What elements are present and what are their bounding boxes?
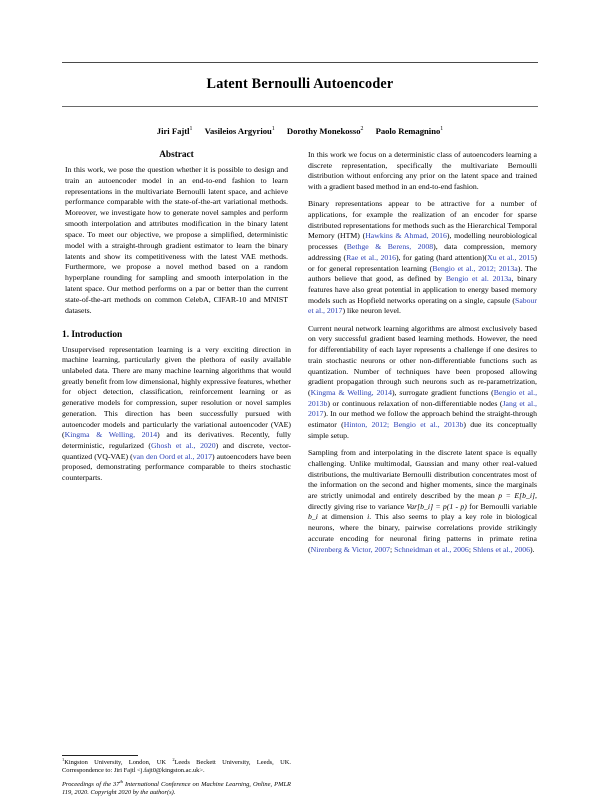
citation-link[interactable]: Kingma & Welling, 2014 [310,388,392,398]
citation-link[interactable]: Rae et al., 2016 [346,252,396,262]
citation-link[interactable]: Ghosh et al., 2020 [151,440,216,450]
right-column [308,150,537,798]
right-paragraph-1: In this work we focus on a deterministic class of autoencoders learning a discrete representation, specifically the multivariate Bernoulli distribution without enforcing any prior on the latent space and trained with a gradient based method in an end-to-end fashion. [308,149,537,192]
author-name: Dorothy Monekosso [286,125,361,136]
para2-text-g: , binary features have also great potential in application to energy based memory models such as Hopfield networks operating on a single, capsule ( [308,274,538,305]
intro-text-c: ) and discrete, vector-quantized (VQ-VAE) ( [62,440,291,461]
para4-text-d: at dimension [317,512,368,522]
citation-link[interactable]: Bengio et al., 2012; 2013a [432,263,518,273]
math-expression: b_i [308,512,318,522]
para3-text-b: ), surrogate gradient functions ( [391,388,494,398]
para4-text-e: . This also seems to play a key role in biological neurons, where the binary, pairwise correlations provide strikingly accurate encoding for neuronal firing patterns in primate retina ( [308,512,537,554]
right-paragraph-2 [308,199,537,317]
para2-text-a: Binary representations appear to be attractive for a number of applications, for example the realization of an encoder for sparse distributed representations for methods such as the Hierarchical Temporal Memory (HTM) ( [308,199,537,241]
para4-text-b: , directly giving rise to variance [308,490,537,511]
footnote-block [62,755,291,798]
citation-link[interactable]: Bethge & Berens, 2008 [346,242,434,252]
abstract-text: In this work, we pose the question whether it is possible to design and train an autoencoder model in an end-to-end fashion to learn representations in the multivariate Bernoulli latent space, and achieve performance comparable with the state-of-the-art variational methods. Moreover, we investigate how to generate novel samples and perform smooth interpolation and attributes modification in the binary latent space. To meet our objective, we propose a simplified, deterministic model with a straight-through gradient estimator to learn the binary latents and show its competitiveness with the latest VAE methods. Furthermore, we propose a novel method based on a random hyperplane rounding for sampling and smooth interpolation in the latent space. Our method performs on a par or better than the current state-of-the-art methods on common CelebA, CIFAR-10 and MNIST datasets. [65,164,288,315]
citation-link[interactable]: Xu et al., 2015 [487,252,535,262]
para3-text-e: ) due its conceptually simple setup. [308,420,537,440]
para3-text-d: ). In our method we follow the approach behind the straight-through estimator ( [308,409,537,430]
two-column-body [62,150,538,798]
para4-text-c: for Bernoulli variable [466,501,537,511]
para2-text-f: ). The authors believe that good, as defined by [308,263,537,284]
author-entry [376,126,444,136]
right-paragraph-4 [308,448,537,555]
right-paragraph-3 [308,324,537,442]
author-affiliation-marker: 1 [440,125,444,132]
citation-link[interactable]: Bengio et al., 2013b [308,388,538,408]
affiliation-marker-2: 2 [172,756,175,762]
citation-link[interactable]: Schneidman et al., 2006 [394,544,469,554]
author-affiliation-marker: 1 [271,125,275,132]
citation-link[interactable]: Shlens et al., 2006 [472,544,530,554]
citation-link[interactable]: Sabour et al., 2017 [308,295,537,316]
citation-link[interactable]: Hinton, 2012; Bengio et al., 2013b [343,420,464,430]
author-name: Paolo Remagnino [375,125,441,136]
citation-link[interactable]: Jang et al., 2017 [308,398,537,419]
para2-text-d: ), for gating (hard attention)( [395,252,488,262]
author-entry [157,126,193,136]
introduction-heading: 1. Introduction [62,329,123,340]
author-list [62,107,538,136]
author-entry [287,126,364,136]
citation-link[interactable]: Bengio et al. 2013a [445,274,512,284]
affiliation-text-2: Leeds Beckett University, Leeds, UK. Correspondence to: Jiri Fajtl <j.fajt0@kingston.ac.uk>. [62,758,291,775]
intro-paragraph-1 [62,345,291,484]
abstract-heading: Abstract [159,149,194,160]
para3-text-c: ) or continuous relaxation of non-differentiable nodes ( [327,398,503,408]
affiliation-text-1: Kingston University, London, UK [64,758,173,766]
para2-text-c: ), data compression, memory addressing ( [308,242,537,262]
math-expression: Var[b_i] = p(1 - p) [406,501,467,511]
proceedings-text-a: Proceedings of the 37 [62,780,120,788]
para3-text-a: Current neural network learning algorithms are almost exclusively based on very successful gradient based learning methods. However, the need for differentiability of each layer represents a challenge if one desires to train stochastic neurons or other non-differentiable functions such as quantization. Number of techniques have been proposed allowing gradient propagation through such neurons such as re-parametrization, ( [308,323,537,398]
proceedings-text-b: International Conference on Machine Learning, Online, PMLR 119, 2020. Copyright 2020 by the author(s). [62,780,291,797]
math-expression: i [367,512,370,522]
author-affiliation-marker: 2 [360,125,364,132]
author-affiliation-marker: 1 [189,125,193,132]
para4-text-g: ; [468,544,473,554]
author-name: Jiri Fajtl [156,125,190,136]
intro-text-d: ) autoencoders have been proposed, demonstrating performance comparable to theirs stochastic counterparts. [62,451,291,483]
para2-text-b: ), modelling neurobiological processes ( [308,231,538,252]
para4-text-a: Sampling from and interpolating in the discrete latent space is equally challenging. Unlike multimodal, Gaussian and many other real-valued distributions, the multivariate Bernoulli distribution concentrates most of the information on the second and higher moments, since the marginals are strictly unimodal and entirely described by the mean [308,448,537,500]
para4-text-h: ). [529,544,535,554]
author-entry [205,126,275,136]
footnote-rule [62,755,138,756]
citation-link[interactable]: van den Oord et al., 2017 [132,451,213,461]
author-name: Vasileios Argyriou [204,125,272,136]
left-column [62,150,291,798]
para2-text-e: ) or for general representation learning ( [308,252,537,273]
footnote-proceedings [62,778,291,798]
math-expression: p = E[b_i] [498,490,536,500]
footnote-affiliations [62,756,291,776]
intro-text-b: ) and its derivatives. Recently, fully deterministic, regularized ( [62,430,291,450]
proceedings-ordinal: th [119,778,123,784]
page-content [62,62,538,798]
citation-link[interactable]: Hawkins & Ahmad, 2016 [365,231,447,241]
para2-text-h: ) like neuron level. [342,306,401,316]
para4-text-f: ; [390,544,395,554]
page-title: Latent Bernoulli Autoencoder [206,76,394,92]
intro-text-a: Unsupervised representation learning is a very exciting direction in machine learning, particularly given the plethora of easily available unlabeled data. There are many machine learning algorithms that would greatly benefit from low dimensional, highly expressive features, whether for object detection, classification, reinforcement learning or as generative models for compression, super resolution or novel samples generation. This direction has been successfully pursued with autoencoder models and particularly the variational autoencoder (VAE) ( [62,344,291,440]
citation-link[interactable]: Nirenberg & Victor, 2007 [310,544,391,554]
citation-link[interactable]: Kingma & Welling, 2014 [64,430,158,440]
affiliation-marker-1: 1 [62,756,65,762]
